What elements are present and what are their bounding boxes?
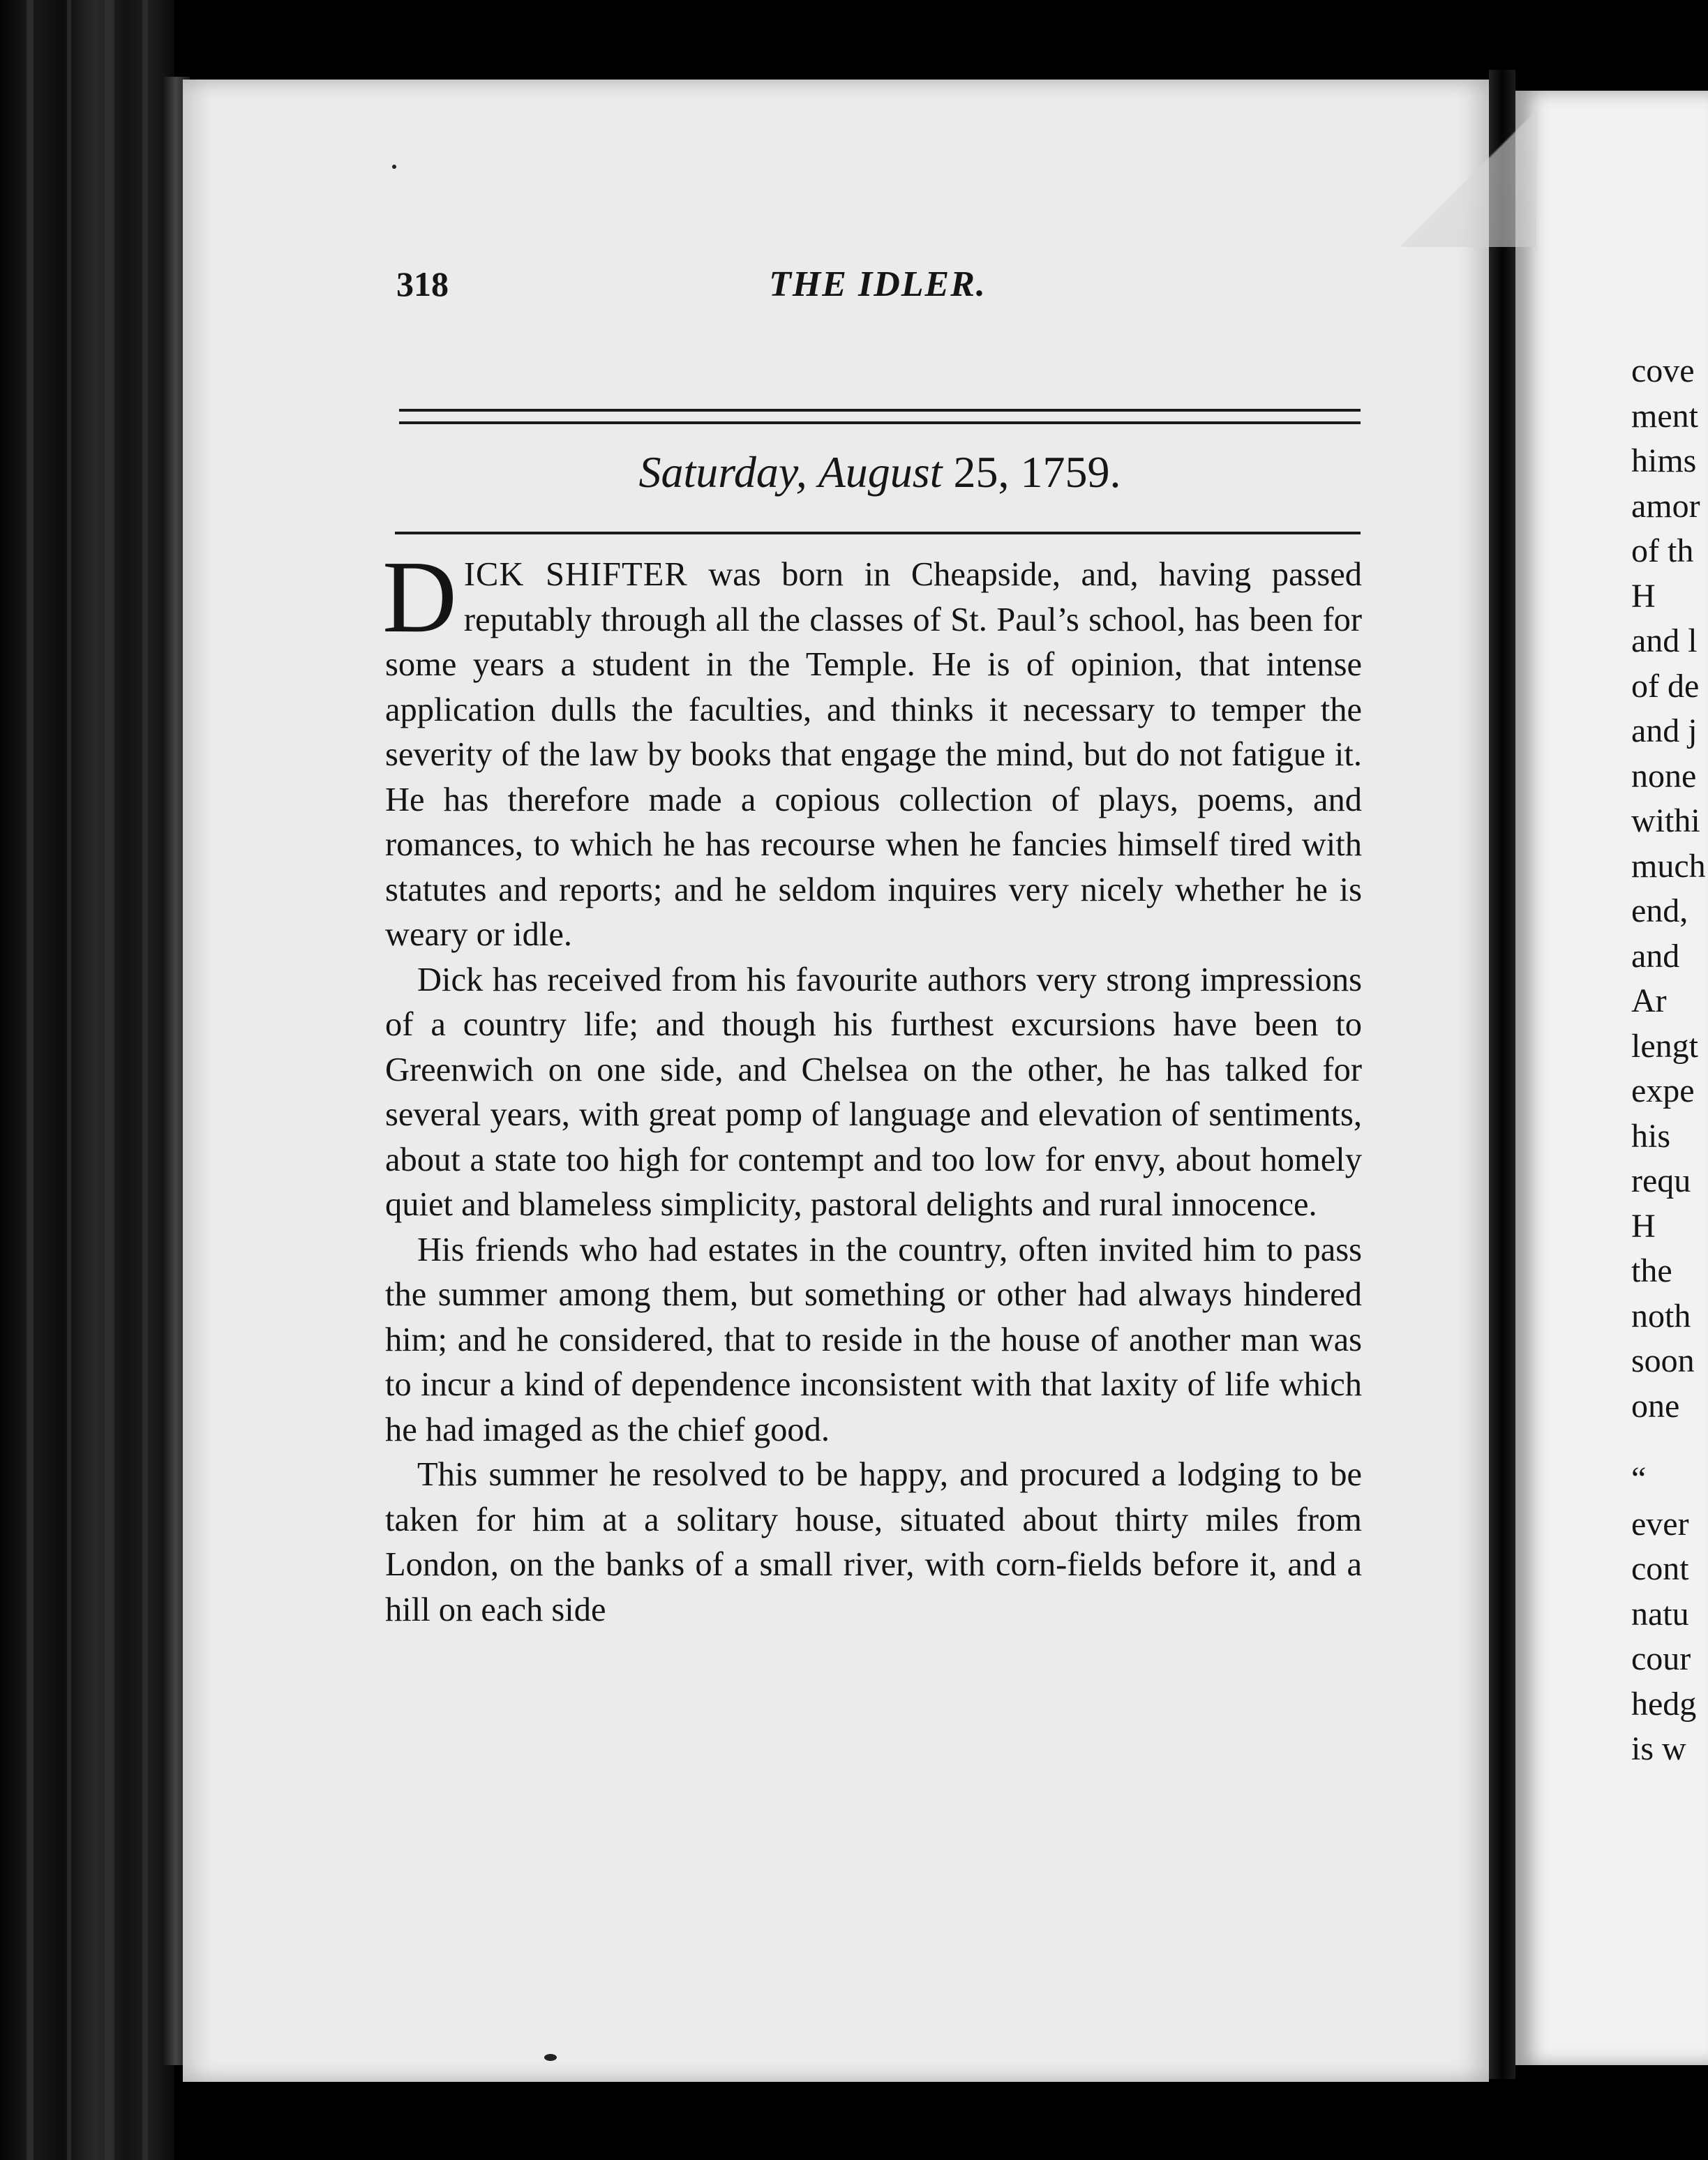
facing-page-fragment: of th [1631, 532, 1694, 569]
spine-streak [105, 0, 114, 2160]
facing-page-fragment: is w [1631, 1730, 1686, 1767]
facing-page-fragment: amor [1631, 487, 1700, 525]
facing-page-fragment: ment [1631, 397, 1698, 435]
ink-speck [392, 165, 396, 169]
facing-page-fragment: and [1631, 937, 1680, 975]
paragraph-text: was born in Cheapside, and, having passed reputably through all the classes of St. Paul’s school, has been for some years a student in the Temple. He is of opinion, that intense application dulls the faculties, and thinks it necessary to temper the severity of the law by books that engage the mind, but do not fatigue it. He has therefore made a copious collection of plays, poems, and romances, to which he has recourse when he fancies himself tired with statutes and reports; and he seldom inquires very nicely whether he is weary or idle. [385, 556, 1362, 953]
page-number: 318 [396, 264, 449, 303]
facing-page-fragment: ever [1631, 1505, 1689, 1543]
date-day: Saturday, [638, 447, 807, 497]
facing-page-fragment: Ar [1631, 982, 1667, 1019]
double-rule [399, 409, 1361, 424]
single-rule [395, 532, 1361, 534]
facing-page-fragment: end, [1631, 892, 1688, 929]
facing-page-fragment: soon [1631, 1342, 1695, 1379]
running-title: THE IDLER. [769, 264, 987, 304]
paragraph: This summer he resolved to be happy, and procured a lodging to be taken for him at a solitary house, situated about thirty miles from London, on the banks of a small river, with corn-fields before it, and a hill on each side [385, 1456, 1362, 1628]
spine-streak [142, 0, 148, 2160]
facing-page-fragment: cove [1631, 352, 1695, 389]
article-body [382, 540, 1362, 1633]
paragraph [382, 540, 1362, 958]
facing-page-fragment: none [1631, 757, 1697, 795]
page-gutter [1489, 70, 1515, 2079]
facing-page-fragment: and l [1631, 622, 1698, 659]
facing-page-fragment: cour [1631, 1640, 1691, 1677]
facing-page-text [1631, 349, 1708, 1772]
paragraph: Dick has received from his favourite authors very strong impressions of a country life; and though his furthest excursions have been to Greenwich on one side, and Chelsea on the other, he has talked for several years, with great pomp of language and elevation of sentiments, about a state too high for contempt and too low for envy, about homely quiet and blameless simplicity, pastoral delights and rural innocence. [385, 961, 1362, 1223]
facing-page-fragment: expe [1631, 1072, 1695, 1109]
drop-cap: D [382, 540, 457, 654]
facing-page-fragment: hedg [1631, 1685, 1697, 1723]
facing-page-fragment: withi [1631, 802, 1700, 839]
date-line [399, 447, 1361, 498]
ink-speck [544, 2054, 557, 2061]
opening-words: ICK SHIFTER [463, 556, 688, 593]
facing-page-fragment: cont [1631, 1550, 1689, 1587]
running-head [396, 264, 1359, 320]
facing-page-fragment: natu [1631, 1595, 1689, 1633]
date-rest: 25, 1759. [953, 447, 1121, 497]
facing-page-fragment: one [1631, 1387, 1680, 1425]
facing-page-fragment: “ [1631, 1460, 1647, 1497]
facing-page-fragment: of de [1631, 667, 1700, 705]
facing-page-fragment: the [1631, 1252, 1672, 1289]
facing-page-fragment: hims [1631, 442, 1697, 479]
facing-page-fragment: and j [1631, 712, 1698, 749]
facing-page-fragment: lengt [1631, 1027, 1698, 1065]
facing-page-fragment: noth [1631, 1297, 1691, 1335]
facing-page-fragment: requ [1631, 1162, 1691, 1199]
facing-page-fragment: his [1631, 1117, 1671, 1155]
facing-page-fragment: H [1631, 1207, 1656, 1245]
date-month: August [818, 447, 943, 497]
spine-streak [67, 0, 71, 2160]
spine-streak [27, 0, 33, 2160]
facing-page-fragment: H [1631, 577, 1656, 615]
paragraph: His friends who had estates in the country, often invited him to pass the summer among them, but something or other had always hindered him; and he considered, that to reside in the house of another man was to incur a kind of dependence inconsistent with that laxity of life which he had imaged as the chief good. [385, 1231, 1362, 1448]
facing-page-gap [1631, 1429, 1708, 1457]
page-tear [1383, 93, 1536, 247]
facing-page-fragment: much [1631, 847, 1706, 885]
